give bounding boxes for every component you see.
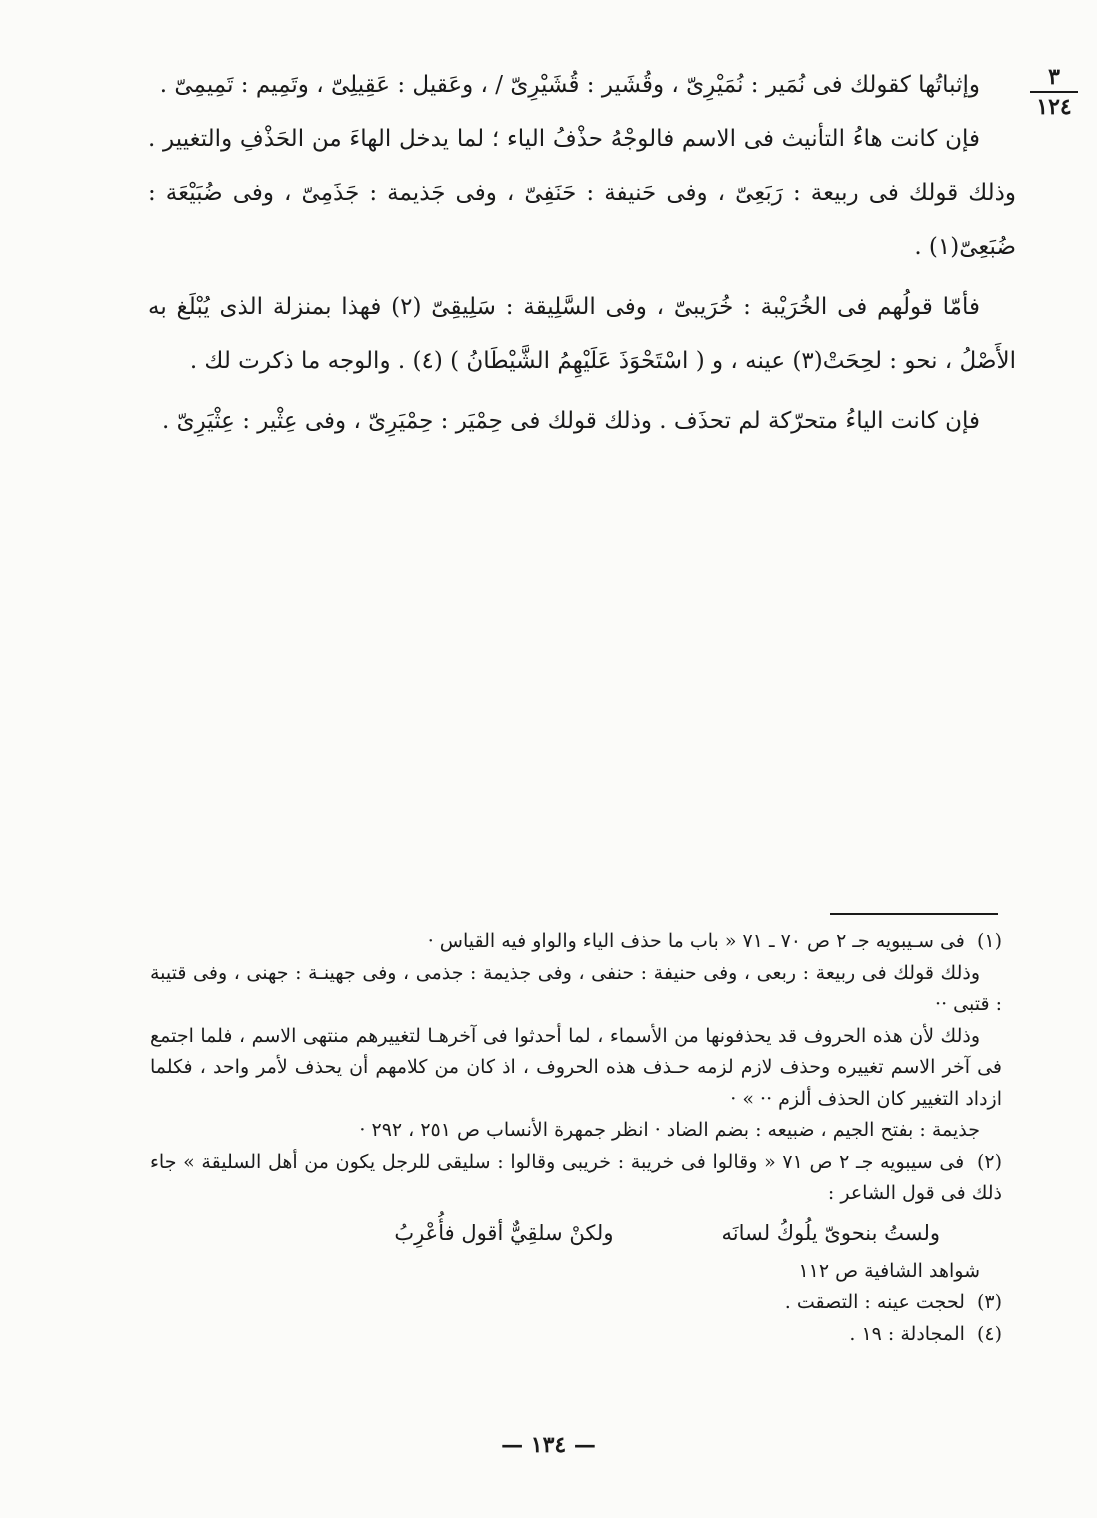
paragraph-1: وإثباتُها كقولك فى نُمَير : نُمَيْرِىّ ، وقُشَير : قُشَيْرِىّ / ، وعَقيل : عَقِيلِىّ ، وتَمِيم : تَمِيمِىّ . <box>159 72 980 98</box>
page-number: — ١٣٤ — <box>501 1432 596 1458</box>
verse-second-hemistich: ولكنْ سلقِيٌّ أقول فأُعْرِبُ <box>394 1220 614 1245</box>
footnote-2-text: فى سيبويه جـ ٢ ص ٧١ « وقالوا فى خريبة : خريبى وقالوا : سليقى للرجل يكون من أهل السليقة » جاء ذلك فى قول الشاعر : <box>150 1150 1002 1204</box>
footnote-1-number: (١) <box>976 930 1002 952</box>
paragraph-4: فإن كانت الياءُ متحرّكة لم تحذَف . وذلك قولك فى حِمْيَر : حِمْيَرِىّ ، وفى عِثْير : عِثْيَرِىّ . <box>161 408 980 434</box>
footnote-2-number: (٢) <box>976 1150 1002 1173</box>
page-reference <box>1030 66 1078 118</box>
footnote-3-number: (٣) <box>976 1291 1002 1313</box>
verse-source: شواهد الشافية ص ١١٢ <box>798 1259 980 1282</box>
footnote-3-text: لحجت عينه : التصقت . <box>784 1291 965 1313</box>
main-text <box>148 58 1016 448</box>
page-reference-top: ٣ <box>1030 66 1078 93</box>
footnote-1-line-1: فى سـيبويه جـ ٢ ص ٧٠ ـ ٧١ « باب ما حذف الياء والواو فيه القياس · <box>427 930 965 952</box>
footnote-1 <box>150 926 1002 958</box>
footnote-2 <box>150 1147 1002 1210</box>
footnote-4-number: (٤) <box>976 1322 1002 1345</box>
footnote-1-line-2: وذلك قولك فى ربيعة : ربعى ، وفى حنيفة : حنفى ، وفى جذيمة : جذمى ، وفى جهينـة : جهنى ، وفى قتيبة : قتبى ·· <box>150 961 1002 1015</box>
page-reference-bottom: ١٢٤ <box>1036 94 1072 120</box>
poetry-verse <box>150 1210 1002 1256</box>
footnote-3 <box>150 1287 1002 1319</box>
verse-first-hemistich: ولستُ بنحوىّ يلُوكُ لسانَه <box>721 1220 940 1245</box>
footnote-4-text: المجادلة : ١٩ . <box>849 1322 965 1345</box>
footnote-4 <box>150 1319 1002 1351</box>
paragraph-3: فأمّا قولُهم فى الخُرَيْبة : خُرَيبىّ ، وفى السَّلِيقة : سَلِيقِىّ (٢) فهذا بمنزلة الذى يُبْلَغ به الأَصْلُ ، نحو : لحِحَتْ(٣) عينه ، و ( اسْتَحْوَذَ عَلَيْهِمُ الشَّيْطَانُ ) (٤) . والوجه ما ذكرت لك . <box>148 294 1016 374</box>
footnote-1-line-3: وذلك لأن هذه الحروف قد يحذفونها من الأسماء ، لما أحدثوا فى آخرهـا لتغييرهم منتهى الاسم ، فلما اجتمع فى آخر الاسم تغييره وحذف لازم لزمه حـذف هذه الحروف ، اذ كان من كلامهم أن يحذف لأمر واحد ، فكلما ازداد التغيير كان الحذف ألزم ·· » · <box>150 1024 1002 1110</box>
paragraph-2: فإن كانت هاءُ التأنيث فى الاسم فالوجْهُ حذْفُ الياء ؛ لما يدخل الهاءَ من الحَذْفِ والتغيير . وذلك قولك فى ربيعة : رَبَعِىّ ، وفى حَنيفة : حَنَفِىّ ، وفى جَذيمة : جَذَمِىّ ، وفى ضُبَيْعَة : ضُبَعِىّ(١) . <box>148 126 1016 260</box>
footnote-divider <box>830 913 998 915</box>
footnote-1-line-4: جذيمة : بفتح الجيم ، ضبيعه : بضم الضاد · انظر جمهرة الأنساب ص ٢٥١ ، ٢٩٢ · <box>359 1119 980 1141</box>
footnotes <box>150 926 1002 1350</box>
